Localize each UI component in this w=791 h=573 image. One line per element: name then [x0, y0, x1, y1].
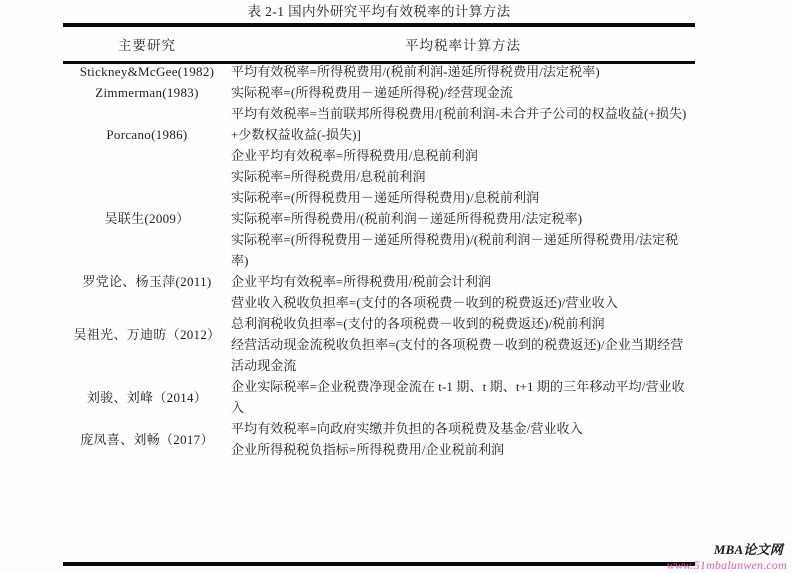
table-row — [63, 166, 695, 187]
study-cell: 刘骏、刘峰（2014） — [86, 389, 208, 405]
study-cell: 庞凤喜、刘畅（2017） — [80, 431, 214, 447]
method-cell: 实际税率=所得税费用/(税前利润－递延所得税费用/法定税率) — [231, 211, 583, 226]
study-cell: 罗党论、杨玉萍(2011) — [82, 274, 212, 289]
table-row — [63, 103, 695, 145]
watermark-brand: MBA论文网 — [713, 542, 783, 557]
method-cell: 平均有效税率=向政府实缴并负担的各项税费及基金/营业收入 — [231, 421, 583, 436]
method-cell: 企业平均有效税率=所得税费用/息税前利润 — [231, 148, 478, 163]
table-row — [63, 82, 695, 103]
table-header — [63, 26, 695, 61]
method-cell: 总利润税收负担率=(支付的各项税费－收到的税费返还)/税前利润 — [231, 316, 605, 331]
table-row — [63, 271, 695, 292]
method-cell: 平均有效税率=所得税费用/(税前利润-递延所得税费用/法定税率) — [231, 64, 600, 79]
method-cell: 实际税率=所得税费用/息税前利润 — [231, 169, 426, 184]
method-cell: 平均有效税率=当前联邦所得税费用/[税前利润-未合并子公司的权益收益(+损失)+少数权益收益(-损失)] — [231, 106, 687, 142]
method-cell: 企业所得税税负指标=所得税费用/企业税前利润 — [231, 442, 505, 457]
column-header-study: 主要研究 — [118, 37, 176, 53]
table-body — [63, 61, 695, 460]
column-header-method: 平均税率计算方法 — [405, 37, 521, 53]
method-cell: 企业平均有效税率=所得税费用/税前会计利润 — [231, 274, 492, 289]
method-cell: 经营活动现金流税收负担率=(支付的各项税费－收到的税费返还)/企业当期经营活动现金流 — [231, 337, 684, 373]
table-header-row — [63, 26, 695, 61]
study-cell: Porcano(1986) — [106, 127, 188, 142]
table-row — [63, 376, 695, 418]
study-cell: Zimmerman(1983) — [95, 85, 199, 100]
table-caption: 表 2-1 国内外研究平均有效税率的计算方法 — [247, 4, 511, 19]
method-cell: 企业实际税率=企业税费净现金流在 t-1 期、t 期、t+1 期的三年移动平均/营业收入 — [231, 379, 685, 415]
method-cell: 营业收入税收负担率=(支付的各项税费－收到的税费返还)/营业收入 — [231, 295, 618, 310]
study-cell: 吴祖光、万迪昉（2012） — [73, 326, 221, 342]
method-cell: 实际税率=(所得税费用－递延所得税费用)/(税前利润－递延所得税费用/法定税率) — [231, 232, 679, 268]
method-cell: 实际税率=(所得税费用－递延所得税)/经营现金流 — [231, 85, 514, 100]
watermark-url: www.51mbalunwen.com — [666, 558, 787, 572]
study-cell: 吴联生(2009） — [104, 211, 190, 226]
effective-tax-rate-table — [63, 26, 695, 460]
table-row — [63, 418, 695, 439]
study-cell: Stickney&McGee(1982) — [79, 64, 215, 79]
method-cell: 实际税率=(所得税费用－递延所得税费用)/息税前利润 — [231, 190, 540, 205]
table-row — [63, 61, 695, 82]
table-row — [63, 292, 695, 313]
table-bottom-rule — [63, 562, 695, 566]
